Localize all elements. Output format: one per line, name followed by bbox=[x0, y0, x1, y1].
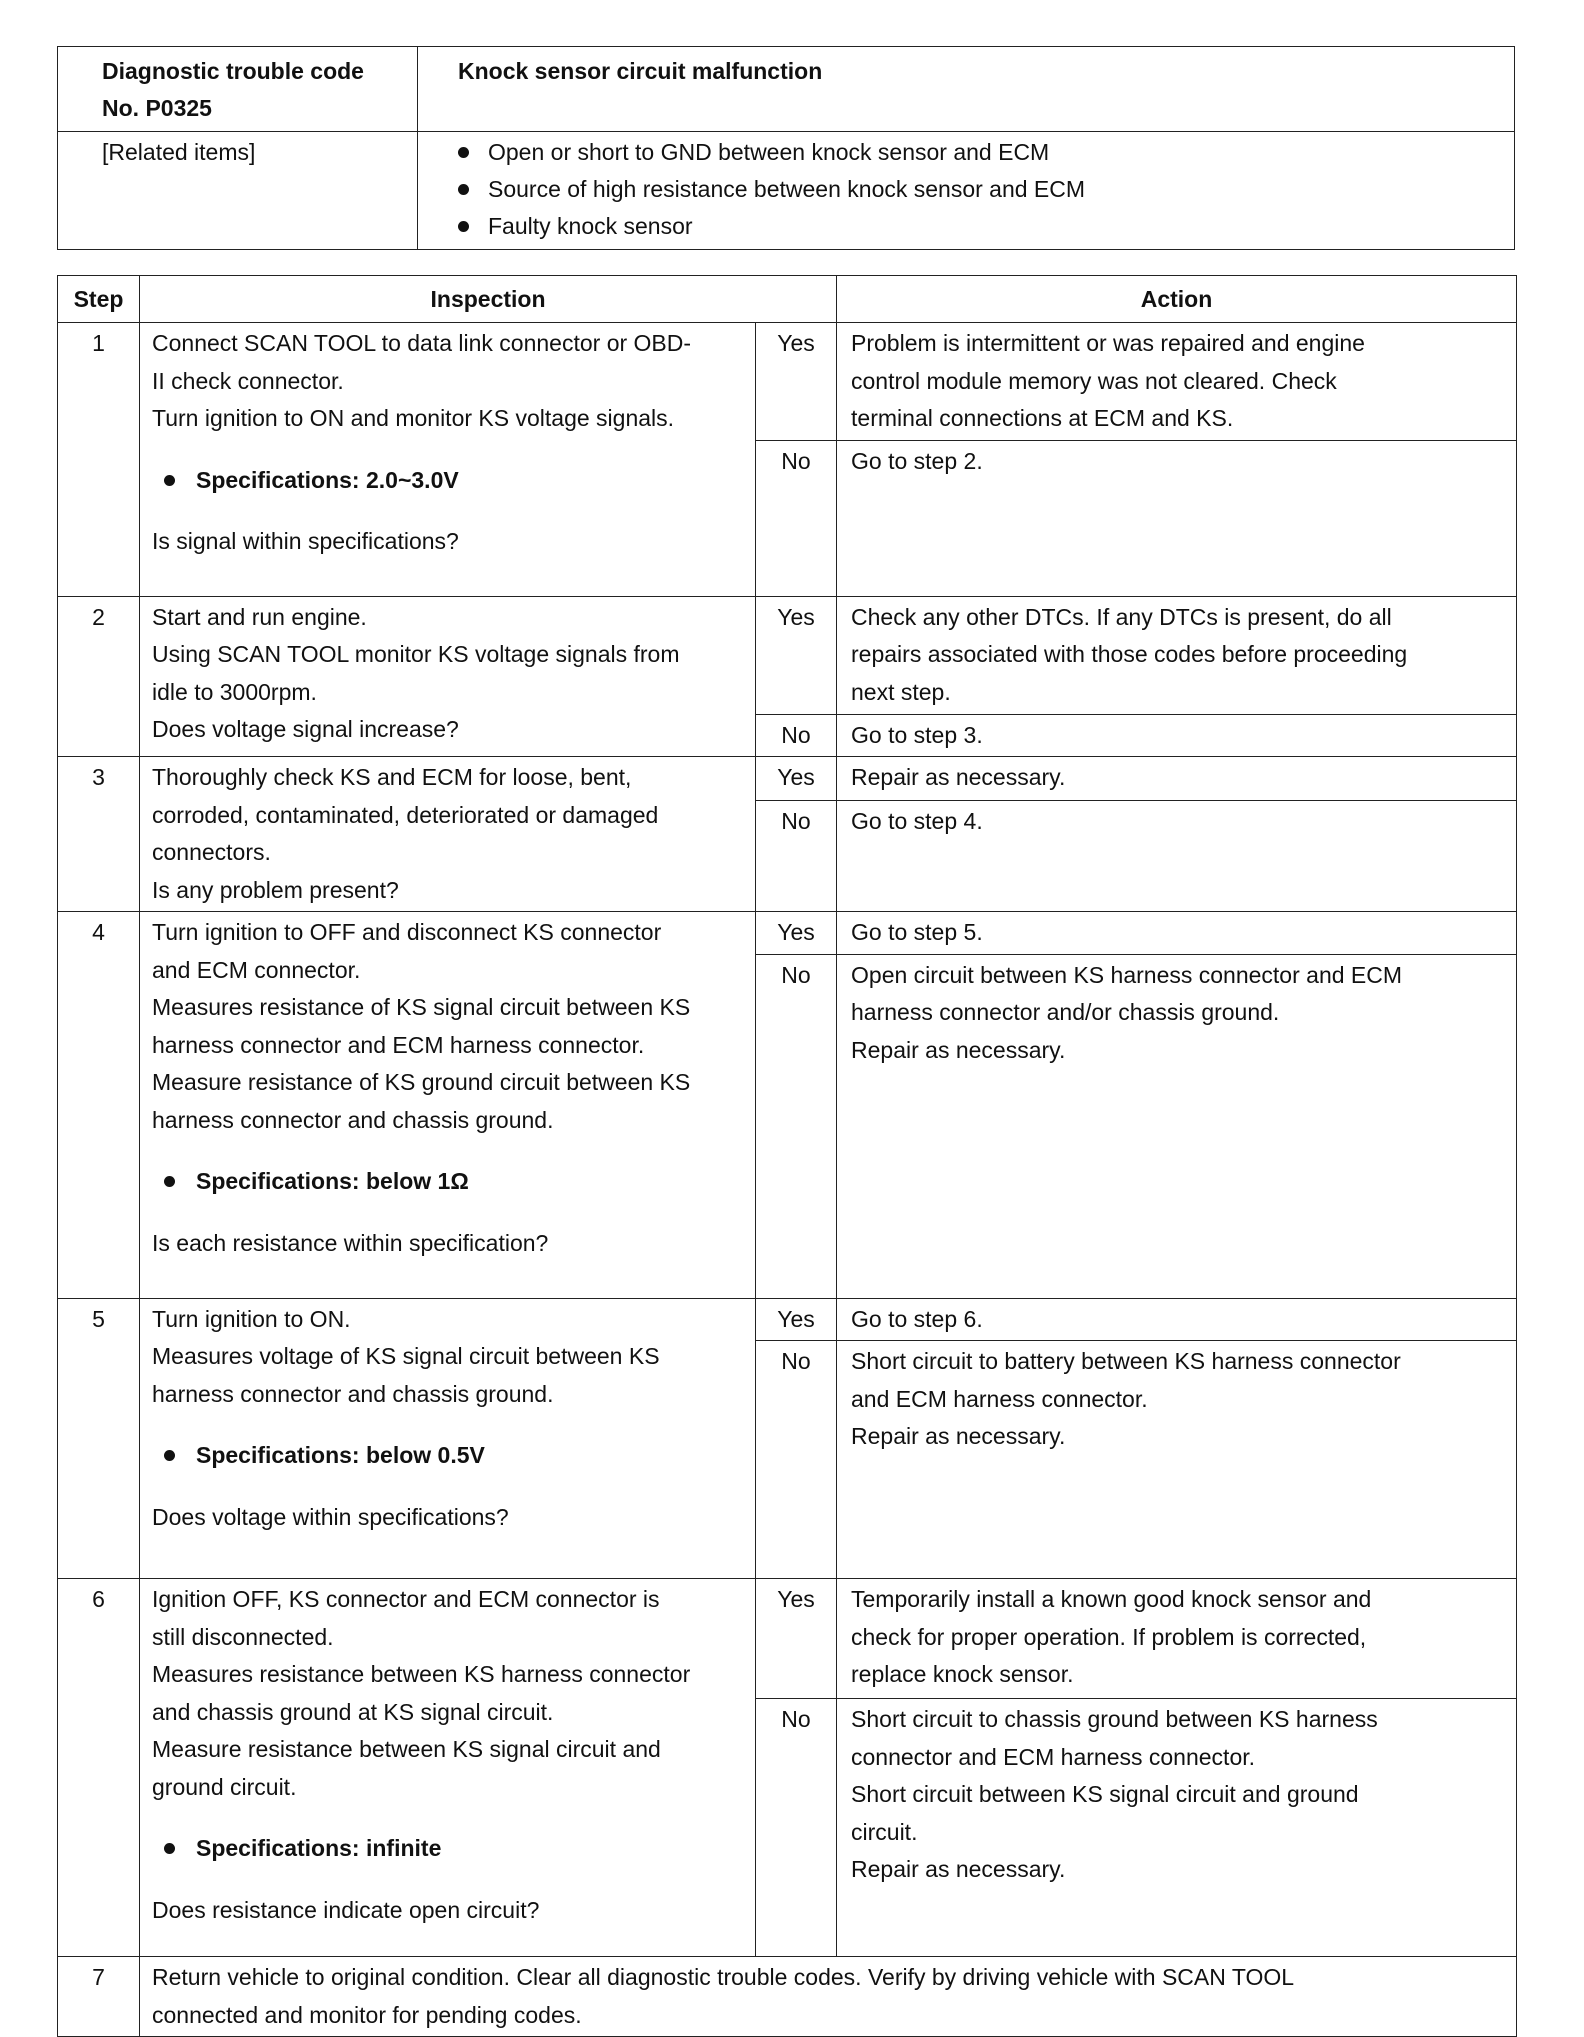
no-label: No bbox=[756, 1341, 837, 1579]
no-label: No bbox=[756, 954, 837, 1298]
inspection-line: Thoroughly check KS and ECM for loose, bent, bbox=[152, 764, 632, 790]
inspection-line: II check connector. bbox=[152, 367, 344, 394]
action-line: Repair as necessary. bbox=[851, 1423, 1066, 1449]
yes-label: Yes bbox=[756, 596, 837, 714]
inspection-line: connectors. bbox=[152, 839, 271, 865]
inspection-line: corroded, contaminated, deteriorated or damaged bbox=[152, 801, 659, 828]
step-row bbox=[58, 596, 1517, 714]
step-number: 5 bbox=[58, 1298, 140, 1579]
final-step-line: connected and monitor for pending codes. bbox=[152, 2001, 582, 2028]
action-line: repairs associated with those codes before proceeding bbox=[851, 641, 1408, 667]
inspection-cell bbox=[140, 757, 756, 912]
action-line: check for proper operation. If problem is corrected, bbox=[851, 1623, 1367, 1650]
dtc-header-table bbox=[57, 46, 1515, 250]
dtc-label-line: Diagnostic trouble code bbox=[102, 58, 364, 84]
inspection-cell bbox=[140, 1298, 756, 1579]
inspection-cell bbox=[140, 323, 756, 597]
action-line: Go to step 2. bbox=[851, 447, 983, 474]
action-line: harness connector and/or chassis ground. bbox=[851, 999, 1280, 1025]
related-items-cell bbox=[418, 132, 1515, 250]
action-line: Go to step 5. bbox=[851, 919, 983, 945]
inspection-cell bbox=[140, 1579, 756, 1957]
yes-action bbox=[837, 1298, 1517, 1341]
no-action bbox=[837, 714, 1517, 757]
col-header-step: Step bbox=[58, 276, 140, 323]
action-line: Temporarily install a known good knock sensor and bbox=[851, 1586, 1372, 1612]
inspection-line: Measures voltage of KS signal circuit between KS bbox=[152, 1343, 660, 1369]
inspection-cell bbox=[140, 596, 756, 757]
specification: Specifications: below 0.5V bbox=[152, 1437, 743, 1475]
action-line: Repair as necessary. bbox=[851, 764, 1066, 790]
inspection-line: Measure resistance between KS signal circuit and bbox=[152, 1736, 661, 1762]
yes-action bbox=[837, 323, 1517, 441]
action-line: Problem is intermittent or was repaired and engine bbox=[851, 330, 1365, 356]
steps-body bbox=[58, 323, 1517, 2037]
step-row bbox=[58, 1298, 1517, 1341]
step-row bbox=[58, 912, 1517, 955]
col-header-inspection: Inspection bbox=[140, 276, 837, 323]
action-line: next step. bbox=[851, 678, 951, 705]
step-row bbox=[58, 1579, 1517, 1699]
inspection-line: harness connector and ECM harness connector. bbox=[152, 1031, 645, 1058]
related-item: Source of high resistance between knock sensor and ECM bbox=[448, 171, 1500, 208]
step-row-final bbox=[58, 1957, 1517, 2037]
diagnostic-steps-table bbox=[57, 275, 1517, 2037]
no-action bbox=[837, 1341, 1517, 1579]
inspection-line: harness connector and chassis ground. bbox=[152, 1106, 554, 1133]
action-line: control module memory was not cleared. Check bbox=[851, 367, 1337, 394]
yes-label: Yes bbox=[756, 323, 837, 441]
action-line: connector and ECM harness connector. bbox=[851, 1743, 1256, 1770]
action-line: and ECM harness connector. bbox=[851, 1385, 1148, 1412]
no-action bbox=[837, 440, 1517, 596]
inspection-line: Ignition OFF, KS connector and ECM connector is bbox=[152, 1586, 660, 1612]
yes-label: Yes bbox=[756, 757, 837, 801]
specification: Specifications: below 1Ω bbox=[152, 1163, 743, 1201]
action-line: Go to step 3. bbox=[851, 721, 983, 748]
action-line: circuit. bbox=[851, 1818, 918, 1845]
inspection-question: Is any problem present? bbox=[152, 876, 399, 903]
step-number: 6 bbox=[58, 1579, 140, 1957]
final-step-text bbox=[140, 1957, 1517, 2037]
inspection-line: ground circuit. bbox=[152, 1773, 297, 1800]
yes-label: Yes bbox=[756, 1298, 837, 1341]
inspection-cell bbox=[140, 912, 756, 1299]
step-number: 3 bbox=[58, 757, 140, 912]
step-number: 2 bbox=[58, 596, 140, 757]
inspection-line: idle to 3000rpm. bbox=[152, 678, 317, 705]
inspection-line: Using SCAN TOOL monitor KS voltage signals from bbox=[152, 641, 680, 667]
inspection-line: still disconnected. bbox=[152, 1623, 334, 1650]
inspection-line: Turn ignition to ON. bbox=[152, 1305, 351, 1332]
action-line: Short circuit to battery between KS harness connector bbox=[851, 1348, 1401, 1374]
inspection-line: Turn ignition to OFF and disconnect KS connector bbox=[152, 919, 662, 945]
final-step-line: Return vehicle to original condition. Clear all diagnostic trouble codes. Verify by driving vehicle with SCAN TOOL bbox=[152, 1964, 1295, 1990]
inspection-line: harness connector and chassis ground. bbox=[152, 1380, 554, 1407]
inspection-line: Start and run engine. bbox=[152, 603, 367, 630]
action-line: Short circuit to chassis ground between KS harness bbox=[851, 1706, 1378, 1732]
inspection-line: Connect SCAN TOOL to data link connector or OBD- bbox=[152, 330, 692, 356]
inspection-line: Measures resistance of KS signal circuit between KS bbox=[152, 994, 691, 1020]
action-line: terminal connections at ECM and KS. bbox=[851, 405, 1234, 431]
step-number: 1 bbox=[58, 323, 140, 597]
inspection-question: Does voltage signal increase? bbox=[152, 716, 459, 742]
no-action bbox=[837, 1699, 1517, 1957]
action-line: Repair as necessary. bbox=[851, 1856, 1066, 1882]
inspection-question: Is each resistance within specification? bbox=[152, 1229, 549, 1256]
col-header-action: Action bbox=[837, 276, 1517, 323]
no-action bbox=[837, 800, 1517, 911]
related-items-list bbox=[448, 134, 1500, 245]
no-label: No bbox=[756, 440, 837, 596]
inspection-line: and chassis ground at KS signal circuit. bbox=[152, 1698, 554, 1725]
dtc-number: No. P0325 bbox=[102, 95, 212, 121]
step-number: 4 bbox=[58, 912, 140, 1299]
dtc-title: Knock sensor circuit malfunction bbox=[418, 47, 1515, 132]
inspection-line: Measures resistance between KS harness connector bbox=[152, 1661, 691, 1687]
action-line: Go to step 4. bbox=[851, 807, 983, 834]
action-line: Check any other DTCs. If any DTCs is present, do all bbox=[851, 603, 1392, 630]
yes-action bbox=[837, 596, 1517, 714]
no-action bbox=[837, 954, 1517, 1298]
inspection-line: Turn ignition to ON and monitor KS voltage signals. bbox=[152, 405, 675, 431]
related-item: Faulty knock sensor bbox=[448, 208, 1500, 245]
yes-label: Yes bbox=[756, 912, 837, 955]
specification: Specifications: infinite bbox=[152, 1830, 743, 1868]
no-label: No bbox=[756, 1699, 837, 1957]
inspection-line: Measure resistance of KS ground circuit between KS bbox=[152, 1069, 691, 1095]
inspection-question: Is signal within specifications? bbox=[152, 528, 459, 554]
inspection-question: Does resistance indicate open circuit? bbox=[152, 1896, 540, 1923]
step-number: 7 bbox=[58, 1957, 140, 2037]
no-label: No bbox=[756, 714, 837, 757]
yes-action bbox=[837, 1579, 1517, 1699]
yes-action bbox=[837, 757, 1517, 801]
dtc-code-label bbox=[58, 47, 418, 132]
related-item: Open or short to GND between knock sensor and ECM bbox=[448, 134, 1500, 171]
inspection-question: Does voltage within specifications? bbox=[152, 1503, 509, 1530]
action-line: Open circuit between KS harness connector and ECM bbox=[851, 961, 1403, 988]
yes-action bbox=[837, 912, 1517, 955]
step-row bbox=[58, 757, 1517, 801]
yes-label: Yes bbox=[756, 1579, 837, 1699]
action-line: replace knock sensor. bbox=[851, 1661, 1074, 1687]
step-row bbox=[58, 323, 1517, 441]
specification: Specifications: 2.0~3.0V bbox=[152, 462, 743, 500]
related-items-label: [Related items] bbox=[58, 132, 418, 250]
action-line: Repair as necessary. bbox=[851, 1036, 1066, 1063]
inspection-line: and ECM connector. bbox=[152, 956, 361, 983]
action-line: Go to step 6. bbox=[851, 1305, 983, 1332]
no-label: No bbox=[756, 800, 837, 911]
action-line: Short circuit between KS signal circuit and ground bbox=[851, 1781, 1359, 1807]
